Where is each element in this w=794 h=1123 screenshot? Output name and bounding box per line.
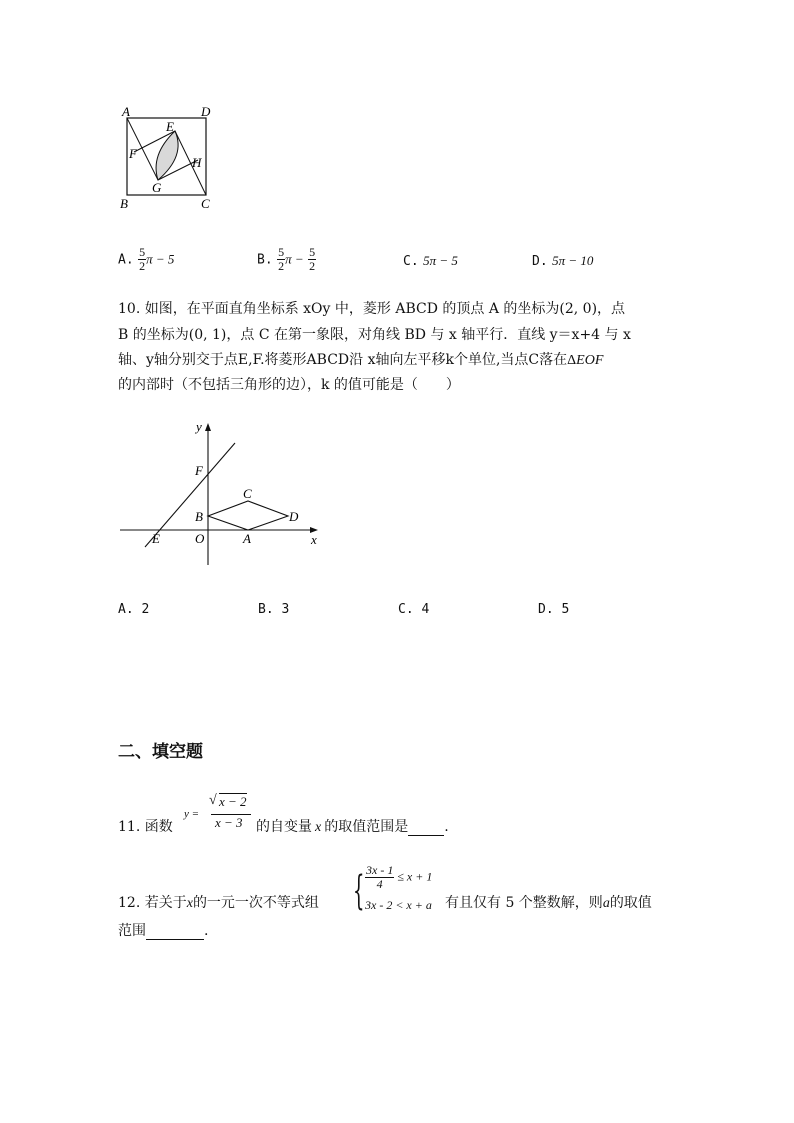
label-a: A: [122, 104, 130, 119]
q9-figure: [112, 100, 224, 215]
q10-line-4: 的内部时（不包括三角形的边），k 的值可能是（ ）: [118, 377, 460, 393]
q10-line-2: B 的坐标为(0, 1)，点 C 在第一象限，对角线 BD 与 x 轴平行．直线 y＝x+4 与 x: [118, 327, 631, 343]
label-f: F: [129, 146, 137, 161]
label-e: E: [166, 119, 174, 134]
q10-line-1: 10. 如图，在平面直角坐标系 xOy 中，菱形 ABCD 的顶点 A 的坐标为(2, 0)，点: [118, 301, 626, 317]
option-d-prefix: D.: [532, 254, 548, 269]
q10-line-3-text: 轴、y轴分别交于点E,F.将菱形ABCD沿 x轴向左平移k个单位,当点C落在: [118, 352, 568, 368]
section-2-title: 二、填空题: [118, 742, 203, 762]
q11-suffix: 的自变量 x 的取值范围是 .: [256, 819, 449, 835]
label-a: A: [243, 531, 251, 546]
q11-sqrt-symbol: √: [209, 793, 217, 808]
option-a-fraction: $\frac{5}{2}$: [139, 245, 146, 273]
q10-figure: [115, 415, 330, 570]
option-a-prefix: A.: [118, 252, 134, 268]
q9-option-a: [118, 246, 174, 274]
line-d-e: [175, 118, 206, 131]
label-e: E: [152, 531, 160, 546]
label-c: C: [243, 486, 252, 501]
option-d-expr: 5π − 10: [552, 253, 594, 268]
q10-option-a: A. 2: [118, 602, 150, 617]
q10-line-3: [118, 347, 603, 374]
q11-denominator: x − 3: [215, 815, 243, 830]
q12-prefix: 12. 若关于x的一元一次不等式组: [118, 895, 319, 911]
q11-answer-blank[interactable]: [408, 819, 444, 836]
q9-option-c: [403, 248, 458, 275]
label-x: x: [311, 532, 317, 547]
q11-prefix: 11. 函数: [118, 819, 173, 835]
label-b: B: [195, 509, 203, 524]
q11-y-eq: y =: [184, 808, 200, 820]
q12-ineq-1-rest: ≤ x + 1: [397, 869, 433, 884]
label-d: D: [289, 509, 299, 524]
q11-var: x: [315, 820, 322, 835]
option-b-mid: π −: [285, 251, 304, 267]
option-b-fraction-1: $\frac{5}{2}$: [278, 245, 285, 273]
q12-ineq-2: 3x - 2 < x + a: [365, 898, 432, 912]
q12-brace: {: [353, 868, 365, 914]
q11-numerator: x − 2: [219, 794, 247, 809]
q12-ineq-1-fraction: $\frac{3x - 1}{4}$: [366, 863, 394, 891]
shaded-lens: [156, 131, 178, 180]
q10-triangle-name: EOF: [576, 353, 604, 368]
q12-after: 有且仅有 5 个整数解，则a的取值: [445, 895, 652, 911]
rhombus-abcd: [208, 501, 288, 530]
label-o: O: [195, 531, 205, 546]
label-h: H: [192, 155, 202, 170]
q9-option-b: [257, 246, 316, 274]
option-c-expr: 5π − 5: [423, 253, 458, 268]
option-a-rest: π − 5: [146, 251, 175, 267]
q10-option-d: D. 5: [538, 602, 570, 617]
label-b: B: [120, 196, 128, 211]
y-axis-arrow: [205, 423, 211, 431]
option-b-prefix: B.: [257, 252, 273, 268]
label-d: D: [201, 104, 211, 119]
option-c-prefix: C.: [403, 254, 419, 269]
q9-option-d: [532, 248, 593, 275]
label-y: y: [196, 419, 202, 434]
q12-var-a: a: [602, 896, 610, 911]
label-g: G: [152, 180, 162, 195]
q12-var-x: x: [186, 896, 193, 911]
q10-triangle-symbol: Δ: [567, 353, 577, 368]
q12-answer-blank[interactable]: [146, 923, 204, 940]
q12-line-2: 范围 .: [118, 923, 209, 939]
q10-option-c: C. 4: [398, 602, 430, 617]
label-f: F: [195, 463, 203, 478]
q12-ineq-1: [365, 864, 432, 891]
label-c: C: [201, 196, 210, 211]
q10-option-b: B. 3: [258, 602, 290, 617]
option-b-fraction-2: $\frac{5}{2}$: [309, 245, 316, 273]
